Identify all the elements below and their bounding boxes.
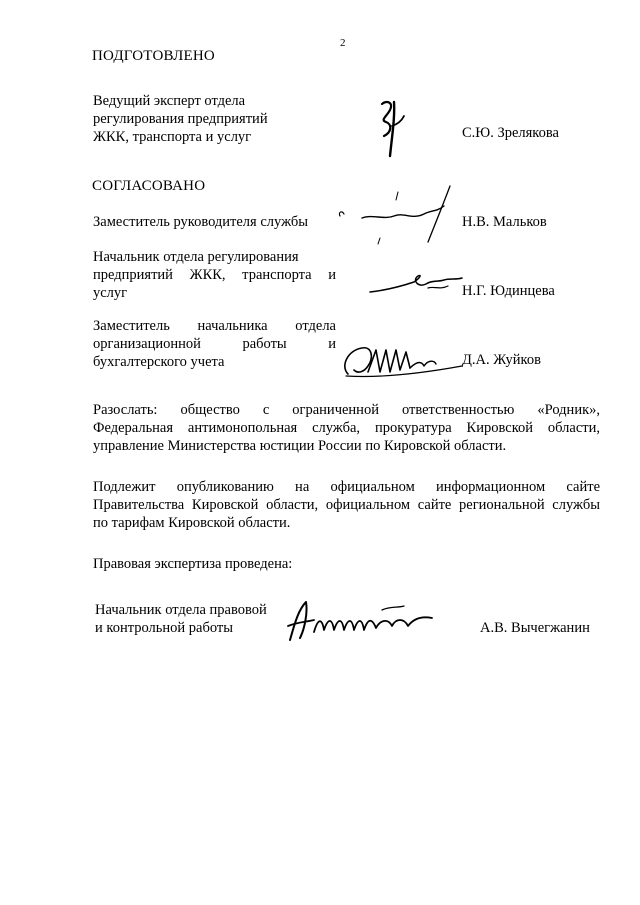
legal-review-text: Правовая экспертиза проведена: bbox=[93, 556, 293, 572]
position-line: Ведущий эксперт отдела bbox=[93, 93, 246, 109]
publication-paragraph bbox=[93, 478, 600, 532]
position-line: бухгалтерского учета bbox=[93, 354, 225, 370]
signer-1-name: Н.В. Мальков bbox=[462, 214, 547, 230]
signer-2-position bbox=[93, 248, 336, 302]
position-line: предприятий ЖКК, транспорта и bbox=[93, 267, 336, 283]
position-line: организационной работы и bbox=[93, 336, 336, 352]
position-line: Начальник отдела правовой bbox=[95, 602, 267, 618]
agreed-heading: СОГЛАСОВАНО bbox=[92, 178, 206, 194]
publication-line: по тарифам Кировской области. bbox=[93, 515, 291, 531]
position-line: Заместитель начальника отдела bbox=[93, 318, 336, 334]
signature-zhuykov bbox=[338, 336, 468, 384]
signer-1-position: Заместитель руководителя службы bbox=[93, 214, 309, 230]
prepared-position bbox=[93, 92, 283, 146]
position-line: регулирования предприятий bbox=[93, 111, 268, 127]
prepared-name: С.Ю. Зрелякова bbox=[462, 125, 559, 141]
signature-malkov bbox=[332, 182, 472, 250]
signature-zrelyakova bbox=[368, 96, 412, 166]
signer-3-name: Д.А. Жуйков bbox=[462, 352, 541, 368]
legal-review-position bbox=[95, 601, 285, 637]
publication-line: Подлежит опубликованию на официальном информационном сайте bbox=[93, 479, 600, 495]
publication-line: Правительства Кировской области, официальном сайте региональной службы bbox=[93, 497, 600, 513]
distribution-line: Разослать: общество с ограниченной ответственностью «Родник», bbox=[93, 402, 600, 418]
signer-3-position bbox=[93, 317, 336, 371]
signature-yudintseva bbox=[368, 270, 464, 302]
position-line: услуг bbox=[93, 285, 128, 301]
distribution-line: Федеральная антимонопольная служба, прокуратура Кировской области, bbox=[93, 420, 600, 436]
legal-review-name: А.В. Вычегжанин bbox=[480, 620, 590, 636]
distribution-line: управление Министерства юстиции России по Кировской области. bbox=[93, 438, 507, 454]
signer-2-name: Н.Г. Юдинцева bbox=[462, 283, 555, 299]
prepared-heading: ПОДГОТОВЛЕНО bbox=[92, 48, 215, 64]
position-line: ЖКК, транспорта и услуг bbox=[93, 129, 252, 145]
position-line: и контрольной работы bbox=[95, 620, 233, 636]
distribution-paragraph bbox=[93, 401, 600, 455]
page-number: 2 bbox=[340, 37, 346, 49]
signature-vychegzhanin bbox=[284, 596, 444, 644]
position-line: Начальник отдела регулирования bbox=[93, 249, 299, 265]
